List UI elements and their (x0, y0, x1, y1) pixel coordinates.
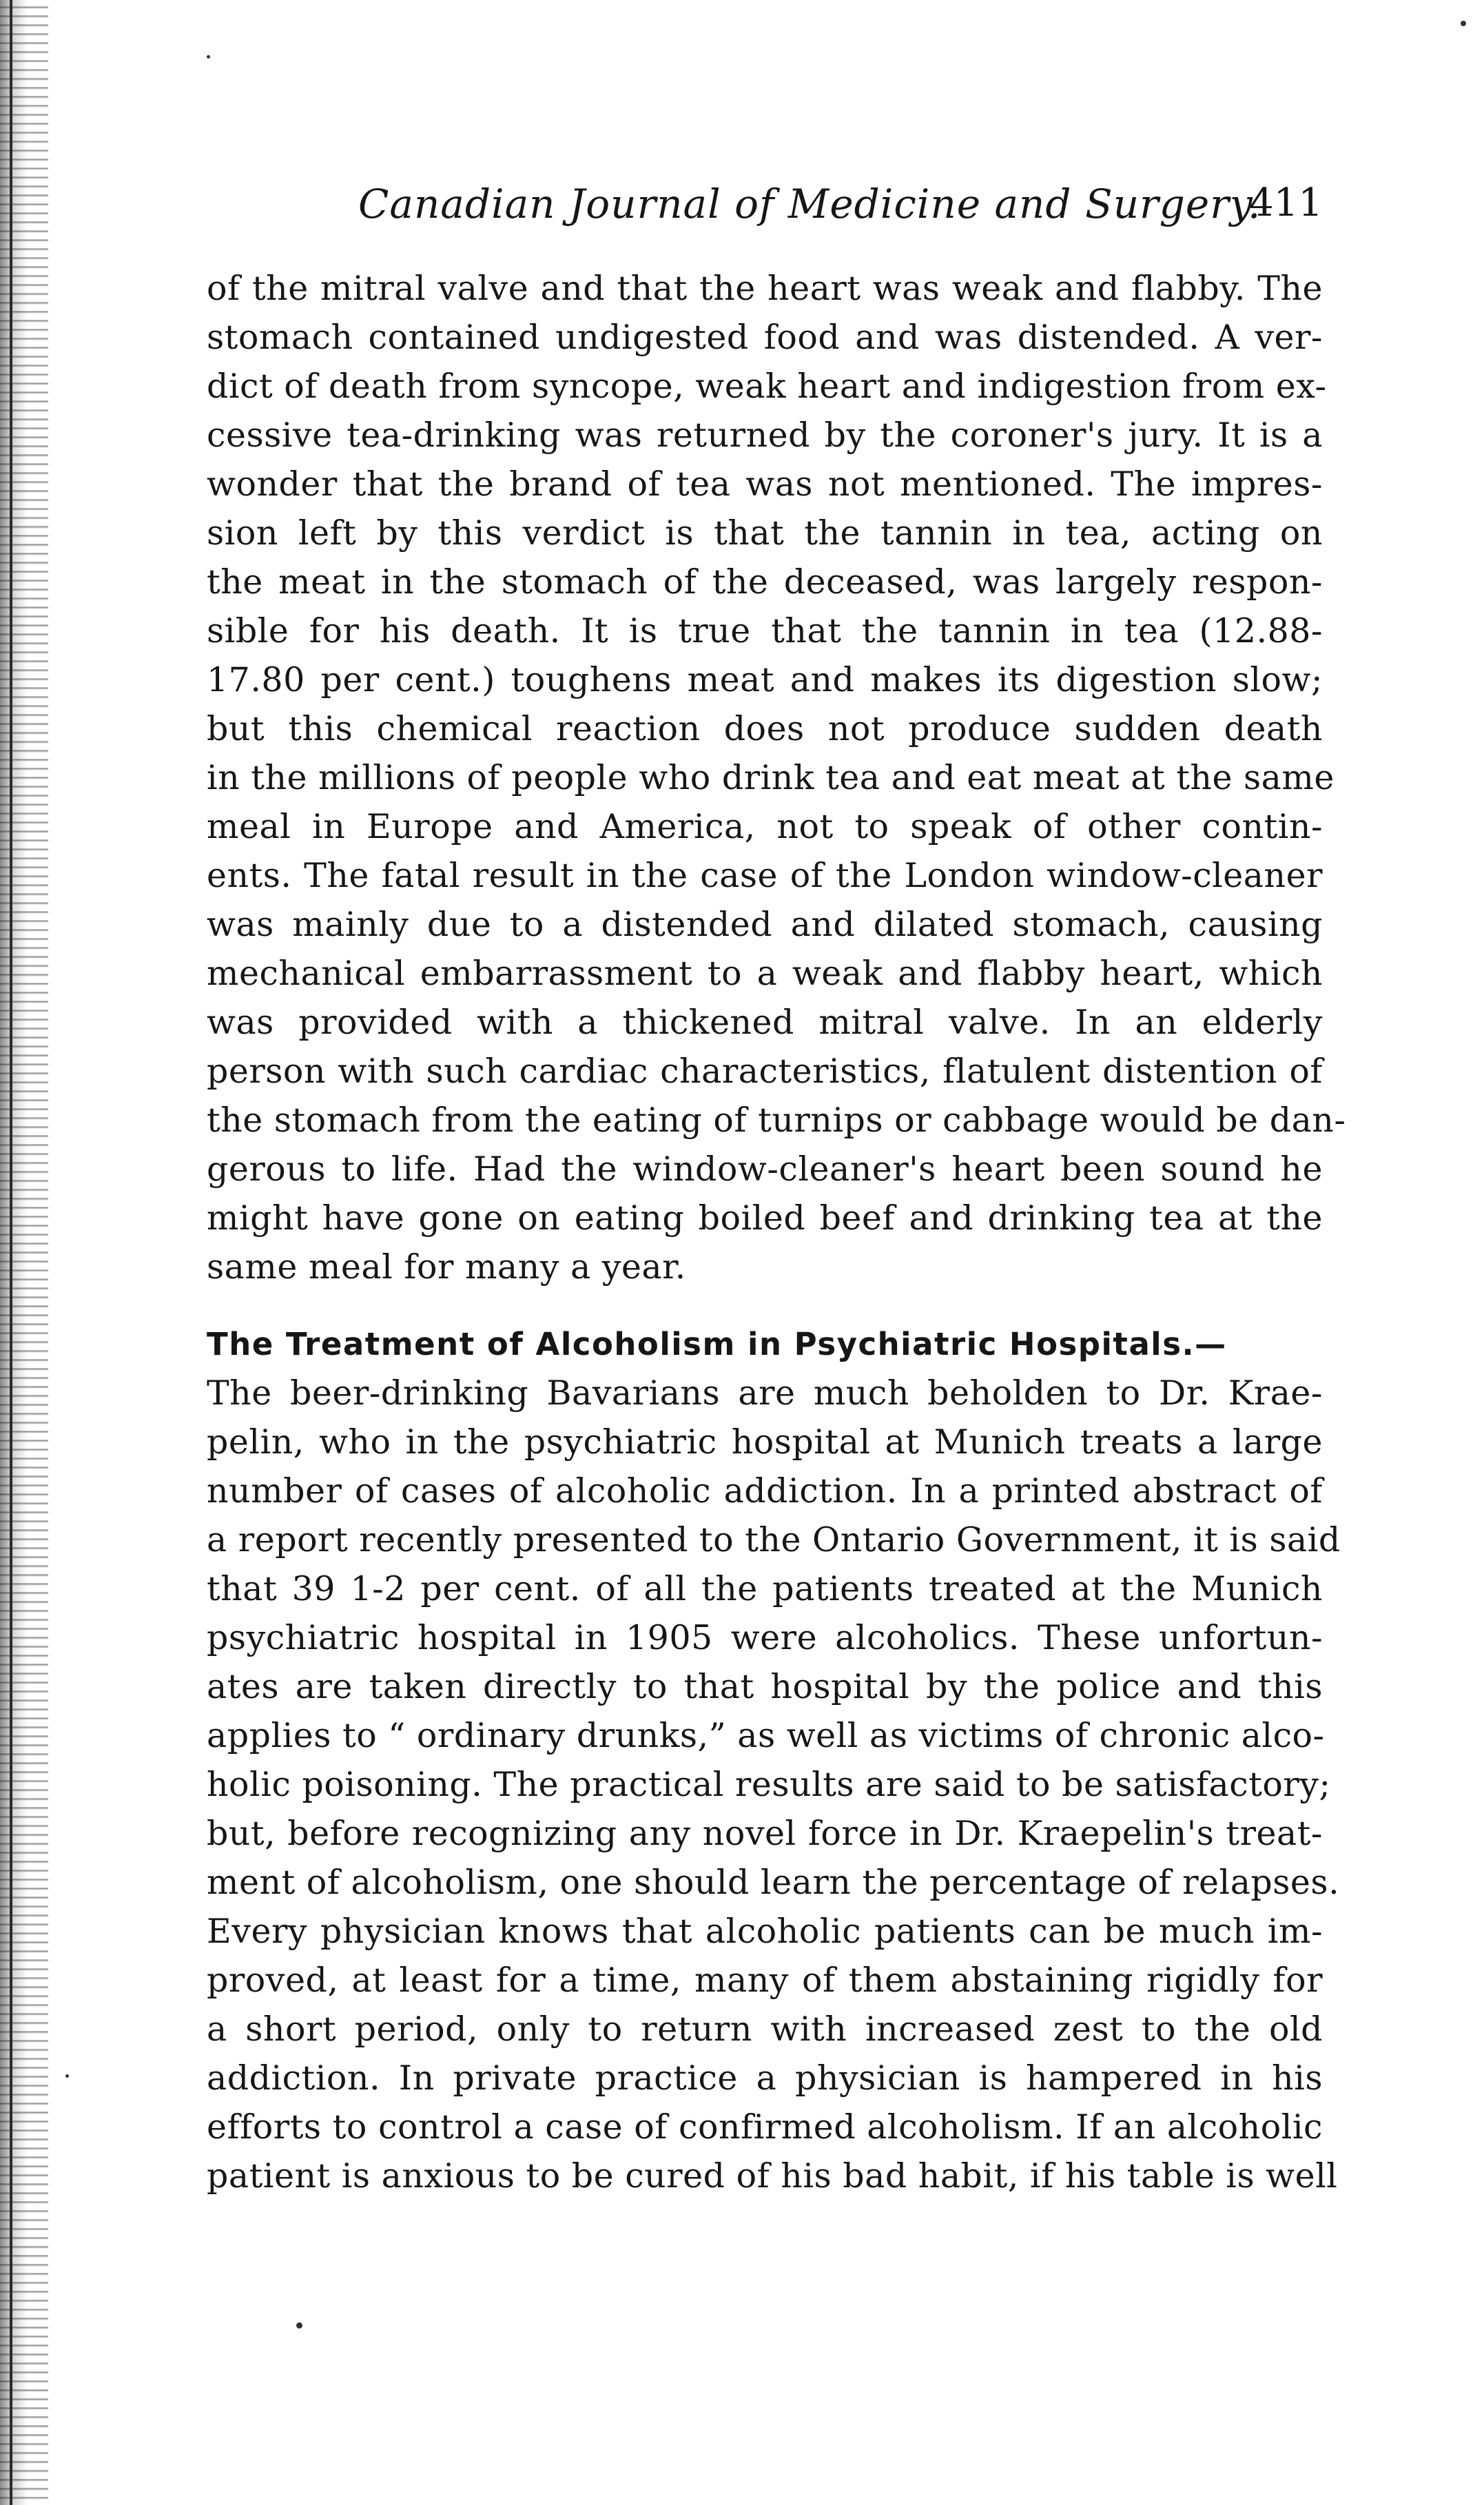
scan-speck (1461, 21, 1466, 26)
text-line: applies to “ ordinary drunks,” as well as victims of chronic alco- (207, 1716, 1325, 1755)
text-line: pelin, who in the psychiatric hospital at Munich treats a large (207, 1422, 1323, 1462)
text-line: mechanical embarrassment to a weak and flabby heart, which (207, 954, 1323, 993)
paragraph-tea-verdict (207, 264, 1346, 1291)
text-line: that 39 1-2 per cent. of all the patients treated at the Munich (207, 1569, 1323, 1608)
binding-edge (0, 0, 48, 2505)
page-number: 411 (1249, 181, 1323, 225)
text-line: a report recently presented to the Ontario Government, it is said (207, 1520, 1341, 1560)
text-line: gerous to life. Had the window-cleaner's heart been sound he (207, 1149, 1323, 1189)
text-line: ates are taken directly to that hospital by the police and this (207, 1667, 1323, 1706)
text-line: of the mitral valve and that the heart was weak and flabby. The (207, 269, 1323, 308)
text-line: person with such cardiac characteristics, flatulent distention of (207, 1052, 1323, 1091)
text-line: a short period, only to return with increased zest to the old (207, 2010, 1323, 2049)
text-line: in the millions of people who drink tea and eat meat at the same (207, 758, 1334, 797)
text-line: number of cases of alcoholic addiction. In a printed abstract of (207, 1471, 1323, 1511)
text-line: cessive tea-drinking was returned by the coroner's jury. It is a (207, 416, 1323, 455)
text-line: might have gone on eating boiled beef and drinking tea at the (207, 1198, 1323, 1238)
text-line: but, before recognizing any novel force in Dr. Kraepelin's treat- (207, 1814, 1323, 1853)
text-line: sible for his death. It is true that the tannin in tea (12.88- (207, 611, 1323, 651)
scan-speck (296, 2322, 302, 2329)
section-heading: The Treatment of Alcoholism in Psychiatric Hospitals.— (207, 1326, 1227, 1362)
text-line: ents. The fatal result in the case of the London window-cleaner (207, 856, 1323, 895)
text-line: stomach contained undigested food and was distended. A ver- (207, 318, 1323, 357)
text-line: efforts to control a case of confirmed alcoholism. If an alcoholic (207, 2107, 1323, 2147)
text-line: patient is anxious to be cured of his bad habit, if his table is well (207, 2156, 1338, 2196)
scan-speck (65, 2074, 69, 2078)
text-line: addiction. In private practice a physician is hampered in his (207, 2058, 1323, 2098)
text-line: Every physician knows that alcoholic patients can be much im- (207, 1912, 1323, 1951)
text-line: the stomach from the eating of turnips or cabbage would be dan- (207, 1101, 1346, 1140)
text-line: the meat in the stomach of the deceased, was largely respon- (207, 562, 1323, 602)
text-line: but this chemical reaction does not produce sudden death (207, 709, 1323, 748)
text-line: psychiatric hospital in 1905 were alcoholics. These unfortun- (207, 1618, 1323, 1657)
text-line: 17.80 per cent.) toughens meat and makes its digestion slow; (207, 660, 1323, 699)
text-line: sion left by this verdict is that the tannin in tea, acting on (207, 513, 1323, 553)
text-line: The beer-drinking Bavarians are much beholden to Dr. Krae- (207, 1373, 1323, 1413)
text-line: meal in Europe and America, not to speak of other contin- (207, 807, 1323, 846)
text-line: was provided with a thickened mitral valve. In an elderly (207, 1003, 1323, 1042)
text-line: dict of death from syncope, weak heart and indigestion from ex- (207, 367, 1327, 406)
journal-title: Canadian Journal of Medicine and Surgery. (358, 181, 1261, 227)
text-line: wonder that the brand of tea was not mentioned. The impres- (207, 464, 1323, 504)
scan-speck (207, 55, 210, 59)
running-header (358, 181, 1323, 236)
text-line: proved, at least for a time, many of them abstaining rigidly for (207, 1961, 1323, 2000)
text-line: same meal for many a year. (207, 1247, 686, 1287)
text-line: was mainly due to a distended and dilated stomach, causing (207, 905, 1323, 944)
text-line: ment of alcoholism, one should learn the percentage of relapses. (207, 1863, 1340, 1902)
binding-line (10, 0, 12, 2505)
text-line: holic poisoning. The practical results are said to be satisfactory; (207, 1765, 1331, 1804)
section-alcoholism-treatment (207, 1320, 1341, 2200)
